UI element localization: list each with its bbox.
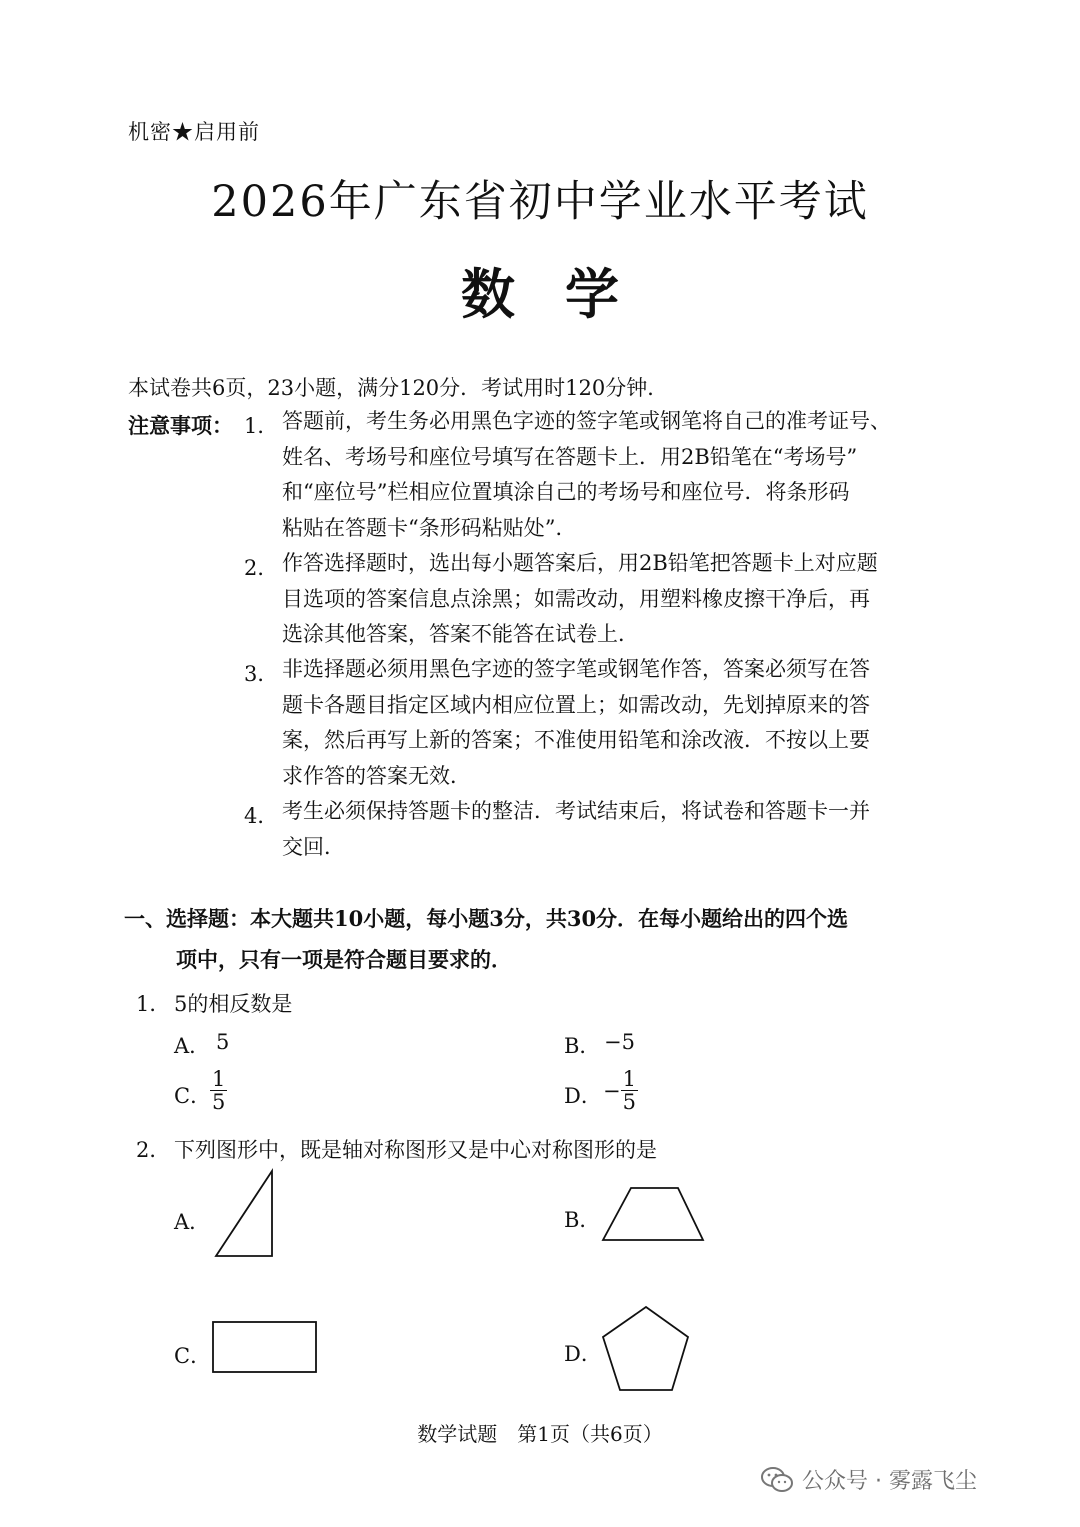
fraction-numerator: 1: [212, 1067, 226, 1091]
question-text: 5的相反数是: [174, 992, 293, 1016]
note-line: 非选择题必须用黑色字迹的签字笔或钢笔作答，答案必须写在答: [282, 657, 870, 681]
note-line: 和“座位号”栏相应位置填涂自己的考场号和座位号．将条形码: [282, 480, 850, 504]
note-item: [282, 652, 962, 794]
option-a-label: A．: [174, 1034, 211, 1058]
option-d-fraction: [603, 1068, 638, 1113]
option-b-label: B．: [564, 1208, 601, 1232]
option-d-label: D．: [564, 1084, 602, 1108]
exam-intro: 本试卷共6页，23小题，满分120分．考试用时120分钟．: [128, 376, 669, 400]
note-line: 求作答的答案无效．: [282, 763, 471, 788]
option-c-label: C．: [174, 1084, 212, 1108]
section-heading-line: 项中，只有一项是符合题目要求的．: [176, 947, 512, 972]
note-line: 题卡各题目指定区域内相应位置上；如需改动，先划掉原来的答: [282, 692, 870, 717]
fraction-denominator: 5: [622, 1090, 636, 1114]
note-line: 作答选择题时，选出每小题答案后，用2B铅笔把答题卡上对应题: [282, 551, 878, 575]
option-b-label: B．: [564, 1034, 601, 1058]
note-line: 粘贴在答题卡“条形码粘贴处”．: [282, 515, 577, 540]
confidential-mark: 机密★启用前: [128, 120, 260, 144]
note-line: 姓名、考场号和座位号填写在答题卡上．用2B铅笔在“考场号”: [282, 444, 858, 469]
trapezoid-shape: [598, 1184, 710, 1244]
option-c-fraction: [210, 1068, 227, 1113]
fraction-denominator: 5: [212, 1090, 226, 1114]
note-line: 选涂其他答案，答案不能答在试卷上．: [282, 622, 639, 646]
negative-sign: −: [603, 1078, 621, 1103]
option-a-value: 5: [216, 1030, 230, 1054]
note-number: 1．: [244, 414, 279, 438]
section-heading-line: 一、选择题：本大题共10小题，每小题3分，共30分．在每小题给出的四个选: [124, 906, 849, 931]
rectangle-shape: [210, 1318, 320, 1376]
section-heading: [124, 898, 964, 980]
note-item: [282, 404, 962, 546]
watermark-text: 公众号 · 雾露飞尘: [802, 1469, 977, 1494]
note-item: [282, 546, 962, 653]
note-line: 目选项的答案信息点涂黑；如需改动，用塑料橡皮擦干净后，再: [282, 586, 870, 611]
question-text: 下列图形中，既是轴对称图形又是中心对称图形的是: [174, 1138, 657, 1162]
fraction: [210, 1068, 227, 1113]
note-line: 交回．: [282, 834, 345, 859]
watermark: [760, 1464, 977, 1495]
right-triangle-shape: [210, 1165, 280, 1260]
note-number: 2．: [244, 556, 279, 580]
page-footer: 数学试题 第1页（共6页）: [417, 1422, 663, 1446]
wechat-icon: [760, 1466, 794, 1494]
notes-label: 注意事项：: [128, 413, 233, 438]
option-b-value: −5: [604, 1030, 635, 1054]
question-number: 1．: [136, 992, 171, 1016]
fraction-numerator: 1: [622, 1067, 636, 1091]
option-a-label: A．: [174, 1210, 211, 1234]
option-c-label: C．: [174, 1344, 212, 1368]
note-line: 答题前，考生务必用黑色字迹的签字笔或钢笔将自己的准考证号、: [282, 409, 891, 433]
exam-title: 2026年广东省初中学业水平考试: [211, 177, 869, 227]
note-number: 3．: [244, 662, 279, 686]
pentagon-shape: [598, 1302, 694, 1396]
question-number: 2．: [136, 1138, 171, 1162]
note-number: 4．: [244, 804, 279, 828]
fraction: [621, 1068, 638, 1113]
note-line: 案，然后再写上新的答案；不准使用铅笔和涂改液．不按以上要: [282, 728, 870, 752]
note-line: 考生必须保持答题卡的整洁．考试结束后，将试卷和答题卡一并: [282, 799, 870, 823]
note-item: [282, 794, 962, 865]
option-d-label: D．: [564, 1342, 602, 1366]
subject-title: 数学: [461, 262, 669, 326]
